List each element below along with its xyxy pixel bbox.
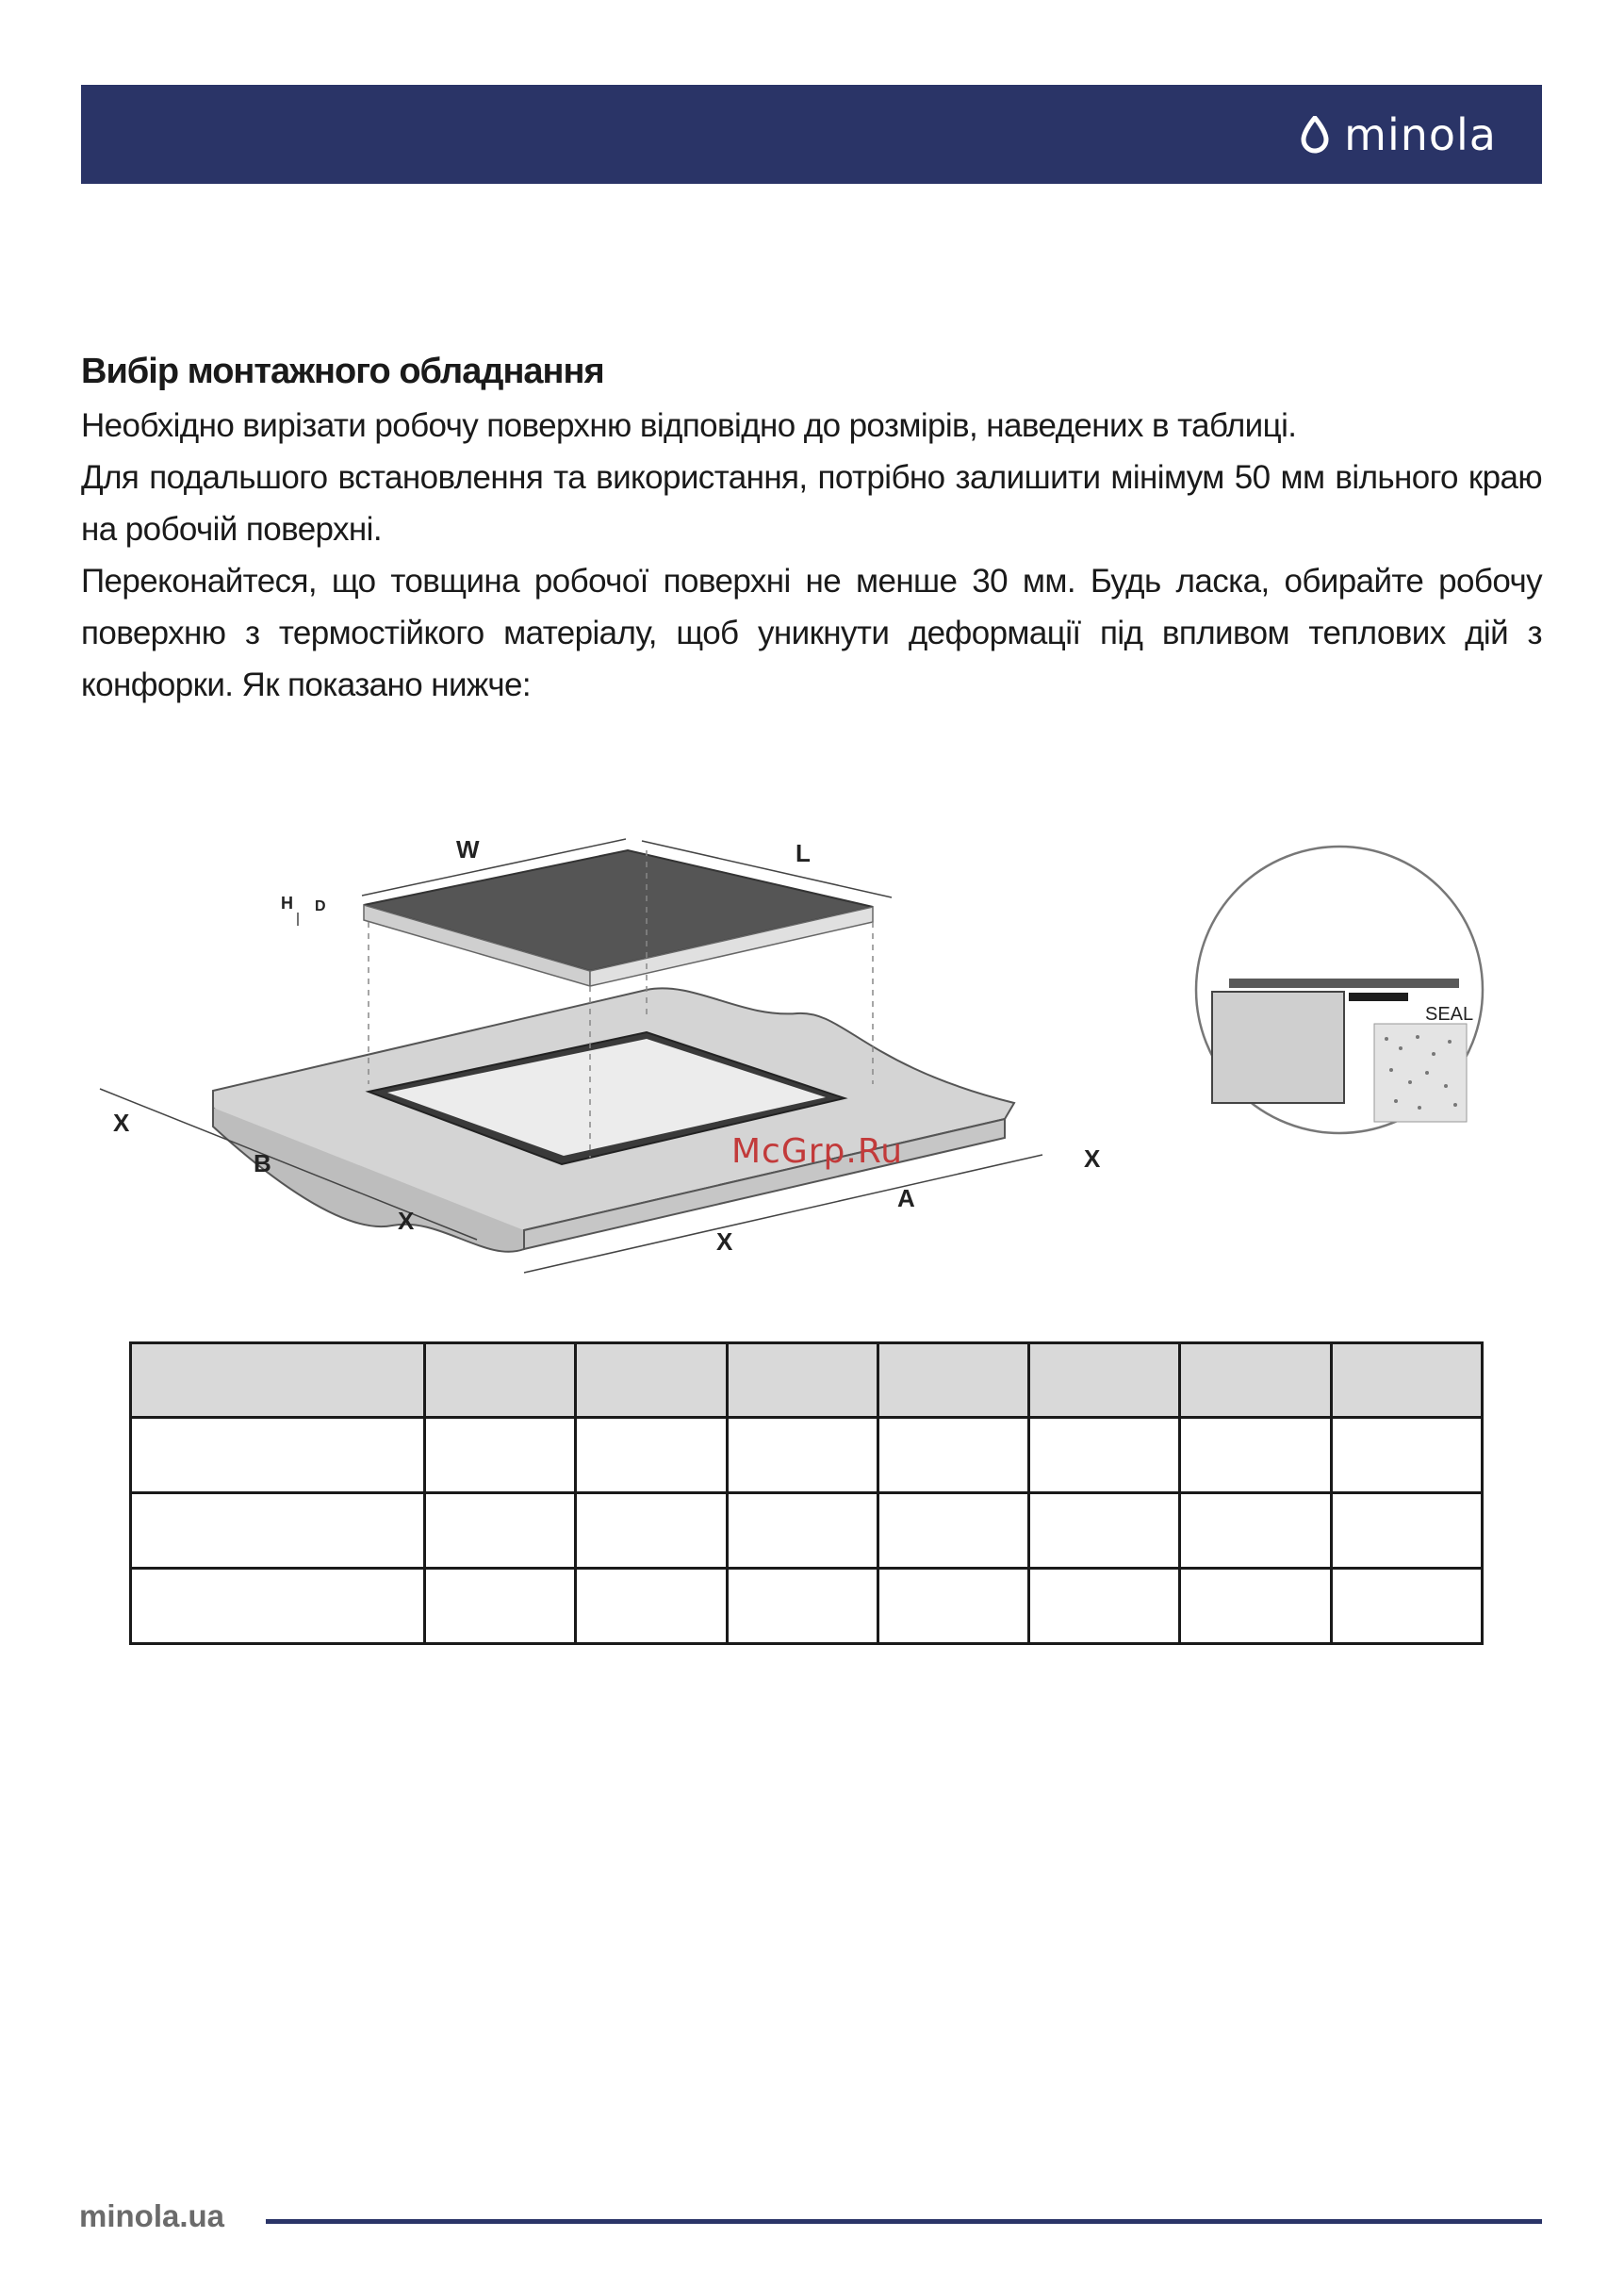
table-cell: [1180, 1418, 1331, 1493]
table-cell: [425, 1569, 576, 1644]
table-cell: [425, 1418, 576, 1493]
table-header-cell: [1029, 1343, 1180, 1418]
header-bar: [81, 85, 1542, 184]
table-row: [131, 1569, 1483, 1644]
table-cell: [1331, 1493, 1482, 1569]
table-cell: [1180, 1569, 1331, 1644]
label-d: D: [315, 898, 326, 914]
brand-name: minola: [1344, 108, 1497, 160]
table-header-cell: [576, 1343, 727, 1418]
table-header-cell: [131, 1343, 425, 1418]
table-cell: [131, 1493, 425, 1569]
installation-section: [81, 349, 1542, 711]
table-row: [131, 1418, 1483, 1493]
footer-site-link[interactable]: minola.ua: [79, 2198, 225, 2233]
table-header-cell: [1180, 1343, 1331, 1418]
footer-divider: [266, 2219, 1542, 2224]
table-cell: [727, 1418, 878, 1493]
label-x-right: X: [1084, 1144, 1101, 1173]
label-h: H: [281, 894, 293, 913]
table-header-cell: [425, 1343, 576, 1418]
installation-diagram: [81, 801, 1542, 1292]
countertop: [213, 988, 1014, 1251]
table-cell: [576, 1493, 727, 1569]
table-cell: [878, 1493, 1028, 1569]
brand-logo: [1299, 109, 1497, 160]
table-cell: [1331, 1418, 1482, 1493]
table-row: [131, 1493, 1483, 1569]
drop-icon: [1299, 116, 1331, 154]
seal-detail: [1196, 847, 1483, 1133]
label-x-bottom-left: X: [398, 1207, 415, 1235]
table-cell: [131, 1569, 425, 1644]
hob-panel: [364, 850, 873, 986]
watermark: McGrp.Ru: [731, 1132, 904, 1171]
paragraph-cutout: Необхідно вирізати робочу поверхню відповідно до розмірів, наведених в таблиці.: [81, 407, 1297, 444]
table-cell: [727, 1493, 878, 1569]
table-cell: [576, 1569, 727, 1644]
label-a: A: [897, 1184, 915, 1212]
table-header-cell: [878, 1343, 1028, 1418]
table-header-row: [131, 1343, 1483, 1418]
table-header-cell: [727, 1343, 878, 1418]
table-cell: [1180, 1493, 1331, 1569]
table-cell: [727, 1569, 878, 1644]
dimensions-table: [129, 1341, 1484, 1645]
label-seal: SEAL: [1425, 1004, 1474, 1025]
paragraph-edge: Для подальшого встановлення та використання, потрібно залишити мінімум 50 мм вільного краю на робочій поверхні.: [81, 459, 1542, 548]
label-x-bottom: X: [716, 1227, 733, 1256]
paragraph-thickness: Переконайтеся, що товщина робочої поверхні не менше 30 мм. Будь ласка, обирайте робочу поверхню з термостійкого матеріалу, щоб уникнути деформації під впливом теплових дій з конфорки. Як показано нижче:: [81, 563, 1542, 703]
table-cell: [878, 1418, 1028, 1493]
label-b: B: [254, 1149, 271, 1177]
label-w: W: [456, 835, 480, 864]
table-cell: [576, 1418, 727, 1493]
table-cell: [1029, 1569, 1180, 1644]
section-title: Вибір монтажного обладнання: [81, 352, 604, 391]
table-cell: [1029, 1418, 1180, 1493]
table-cell: [425, 1493, 576, 1569]
table-header-cell: [1331, 1343, 1482, 1418]
table-cell: [1029, 1493, 1180, 1569]
table-cell: [131, 1418, 425, 1493]
table-cell: [1331, 1569, 1482, 1644]
label-x-left: X: [113, 1109, 130, 1137]
label-l: L: [796, 839, 811, 867]
table-cell: [878, 1569, 1028, 1644]
